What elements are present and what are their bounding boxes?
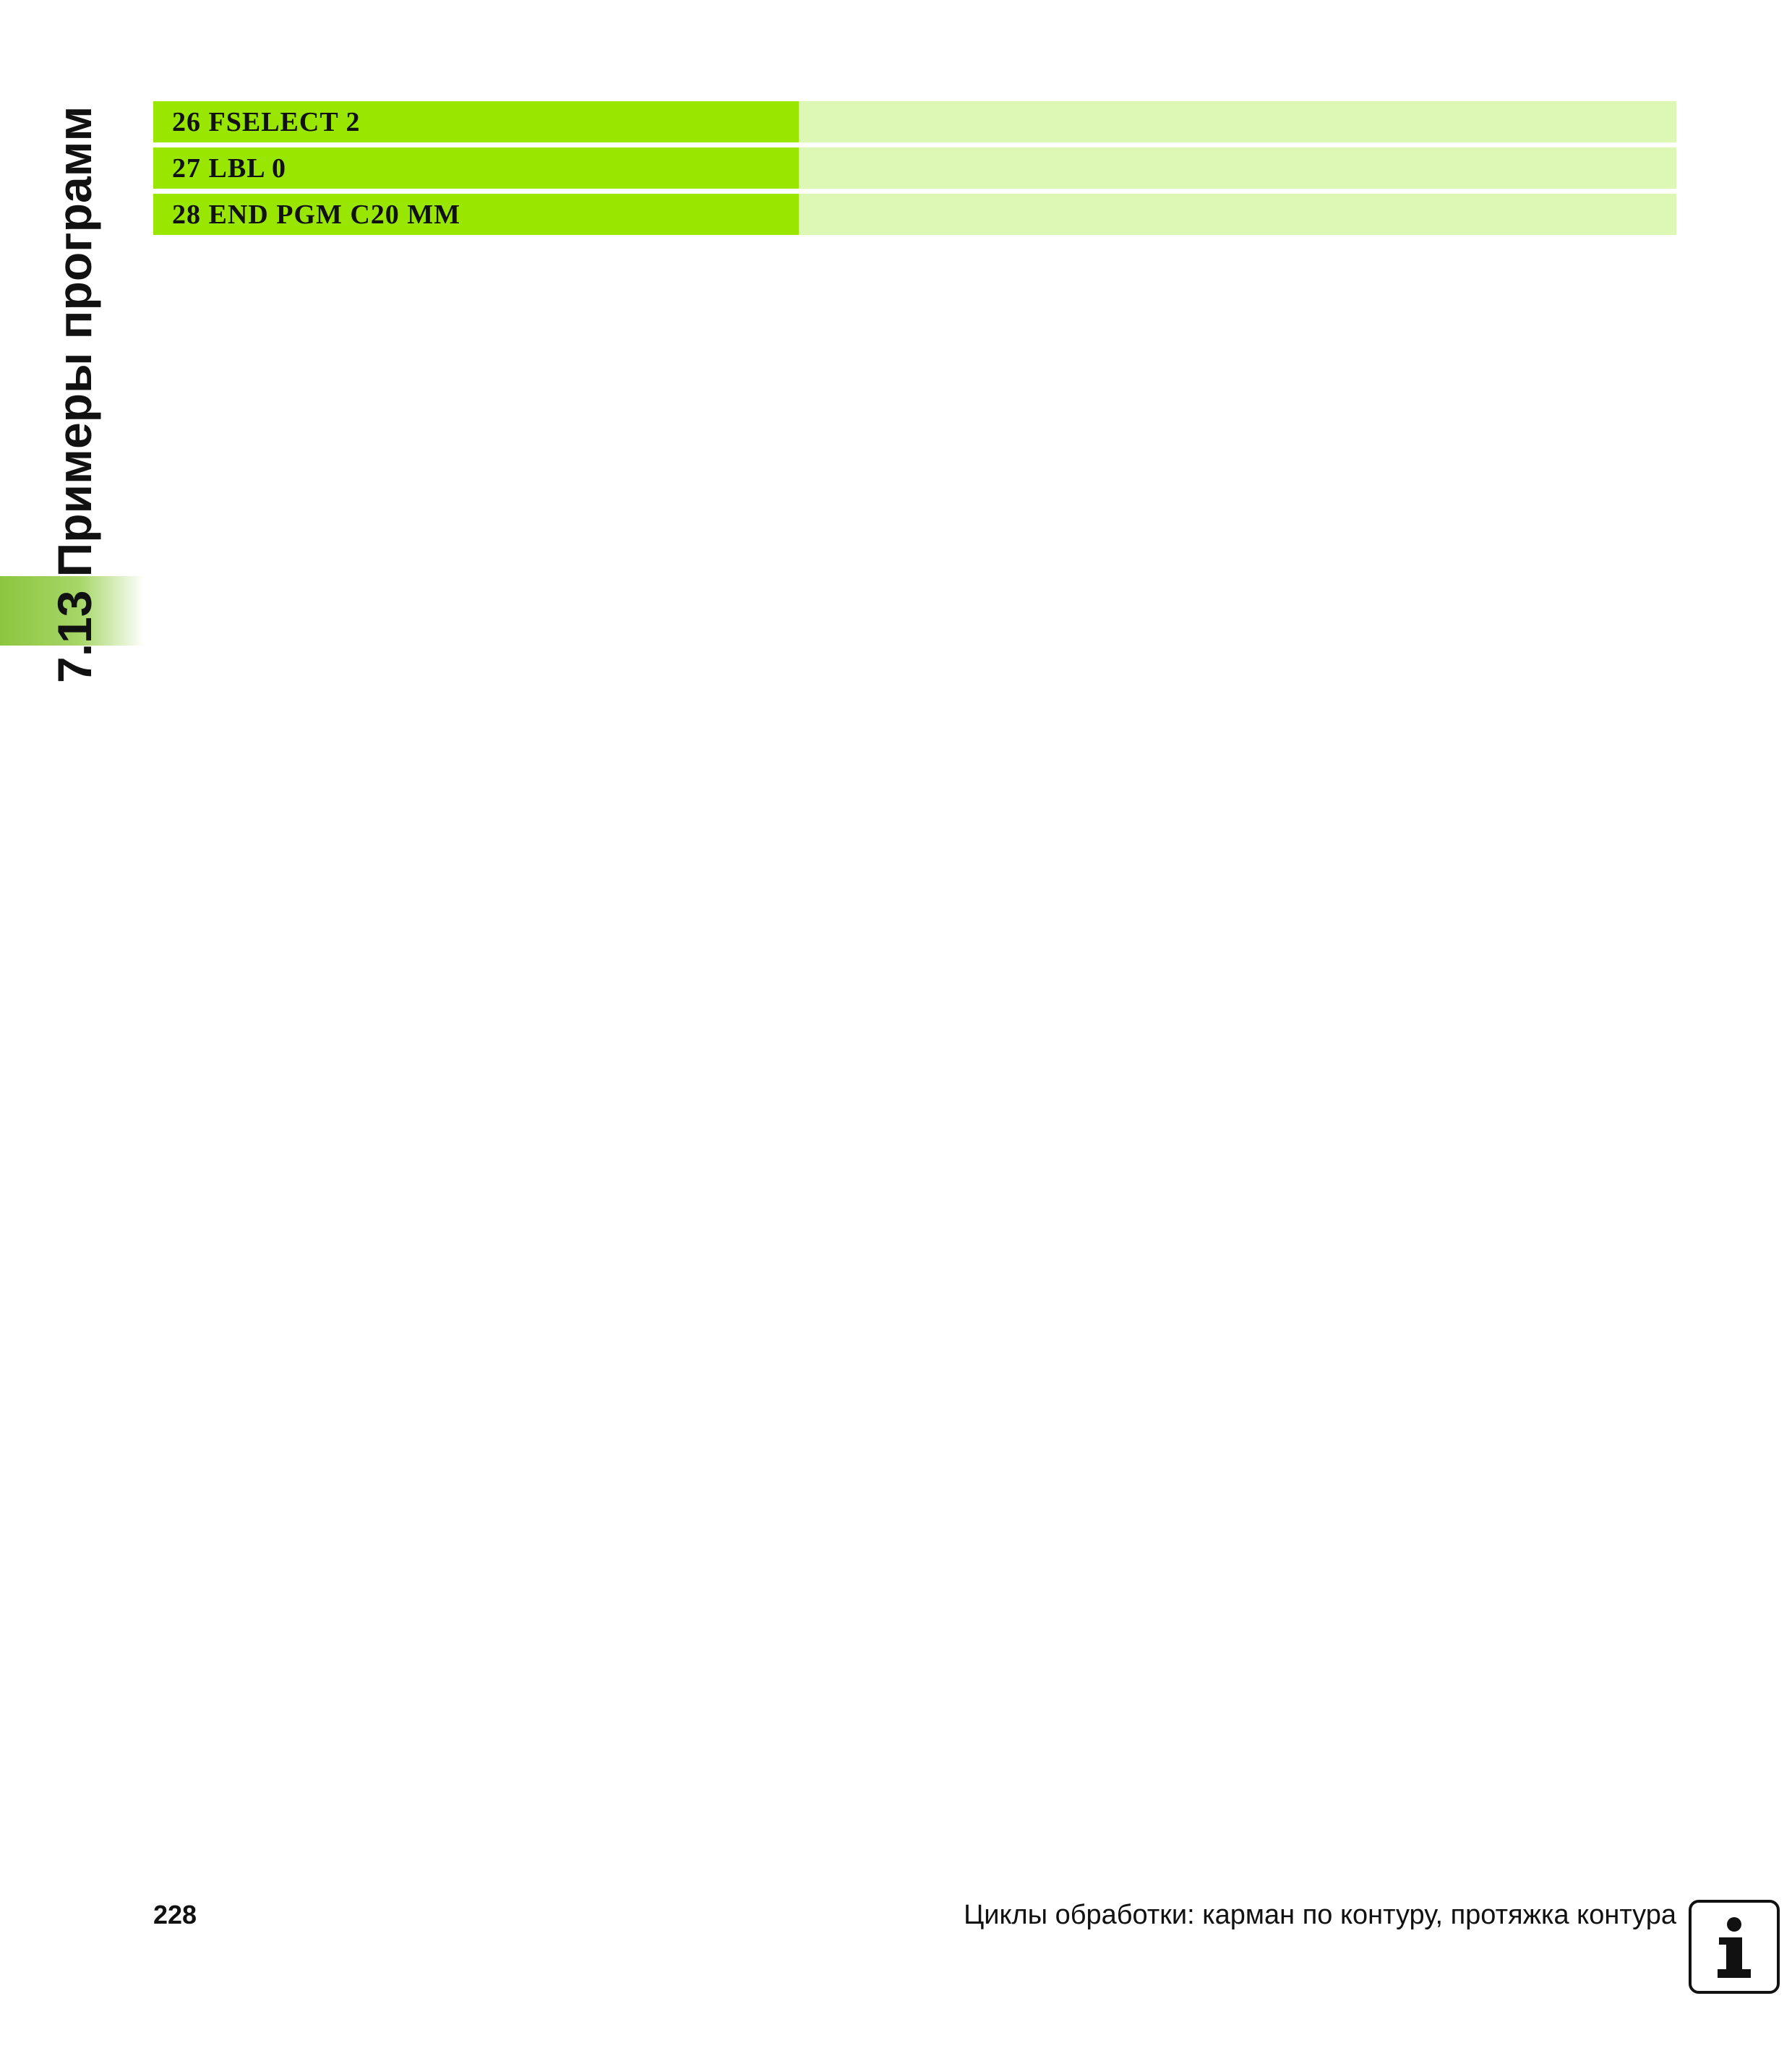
program-line-comment [799, 147, 1676, 189]
program-line-code: 28 END PGM C20 MM [153, 194, 799, 235]
table-row [153, 101, 1676, 142]
program-line-comment [799, 101, 1676, 142]
program-line-comment [799, 194, 1676, 235]
page-number: 228 [153, 1900, 197, 1929]
table-row [153, 194, 1676, 235]
table-row [153, 147, 1676, 189]
section-title: 7.13 Примеры программ [48, 106, 101, 683]
program-line-code: 27 LBL 0 [153, 147, 799, 189]
chapter-title: Циклы обработки: карман по контуру, протяжка контура [964, 1900, 1676, 1930]
info-icon [1689, 1900, 1780, 1994]
program-line-code: 26 FSELECT 2 [153, 101, 799, 142]
program-listing-table [153, 101, 1676, 240]
